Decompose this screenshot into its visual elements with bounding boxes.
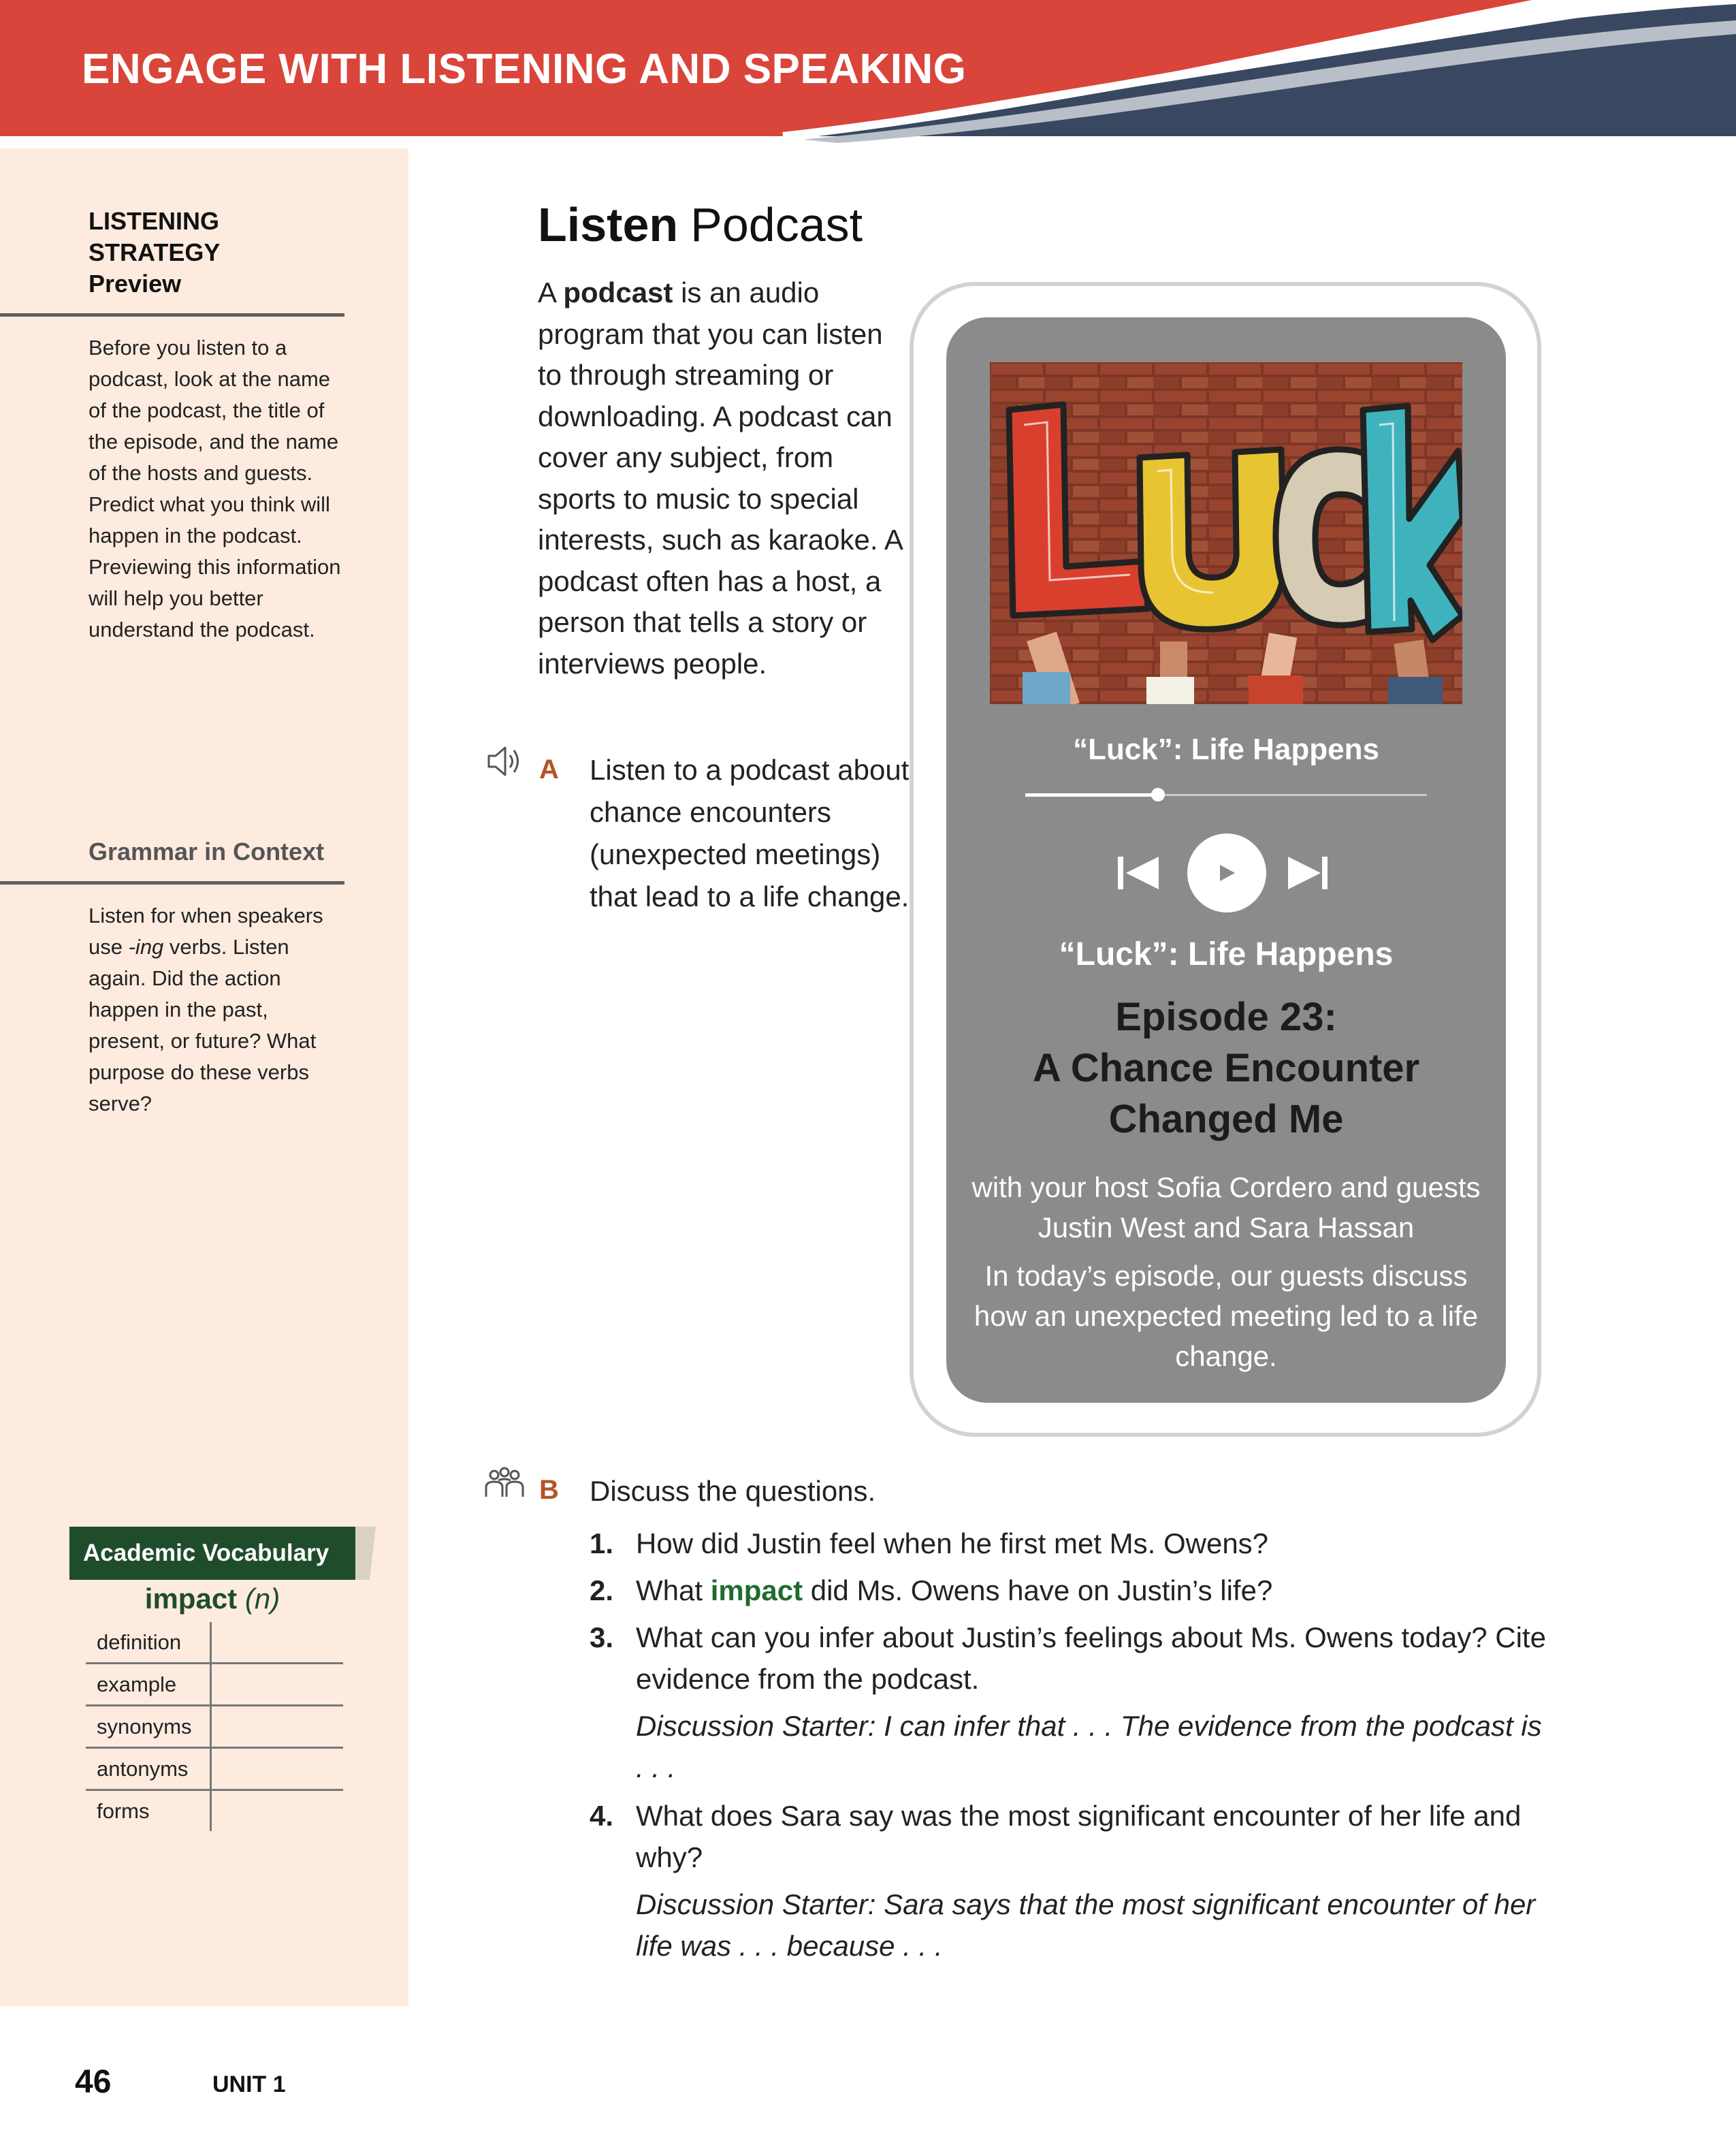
vocab-row-label: synonyms [97, 1715, 192, 1738]
section-heading [538, 197, 863, 252]
vocab-row-divider [210, 1622, 212, 1662]
episode-title-line: A Chance Encounter [1032, 1046, 1420, 1090]
grammar-text [89, 900, 347, 1119]
question-text: How did Justin feel when he first met Ms. Owens? [636, 1527, 1269, 1559]
item-letter-b: B [539, 1475, 559, 1505]
discussion-starter: Discussion Starter: I can infer that . . . The evidence from the podcast is . . . [636, 1710, 1542, 1783]
question-text: did Ms. Owens have on Justin’s life? [803, 1574, 1273, 1606]
vocab-row [86, 1749, 343, 1791]
question-number: 3. [590, 1621, 614, 1653]
podcast-definition [538, 272, 905, 684]
vocab-row [86, 1622, 343, 1664]
strategy-heading-line: LISTENING [89, 207, 220, 235]
discussion-questions [590, 1523, 1556, 1973]
vocab-word-text: impact [144, 1583, 238, 1615]
vocab-row [86, 1791, 343, 1831]
banner-title: ENGAGE WITH LISTENING AND SPEAKING [82, 46, 967, 93]
vocab-highlight: impact [710, 1574, 803, 1606]
podcast-title-small: “Luck”: Life Happens [1073, 733, 1379, 766]
item-letter-a: A [539, 754, 559, 784]
episode-title-line: Episode 23: [1115, 995, 1337, 1039]
next-track-icon[interactable] [1288, 857, 1328, 889]
academic-vocabulary-heading: Academic Vocabulary [69, 1527, 355, 1580]
question-text: What does Sara say was the most significant encounter of her life and why? [636, 1800, 1522, 1873]
strategy-text: Before you listen to a podcast, look at the name of the podcast, the title of the episode, and the name of the hosts and guests. Predict what you think will happen in the podcast. Previewing this information will help you better understand the podcast. [89, 336, 341, 641]
intro-part: A [538, 276, 564, 308]
vocab-row-label: definition [97, 1630, 182, 1654]
luck-cover-image [990, 362, 1462, 704]
grammar-heading: Grammar in Context [89, 838, 325, 865]
question-item [590, 1795, 1556, 1878]
listening-strategy-heading [89, 206, 347, 300]
vocab-row [86, 1706, 343, 1749]
previous-track-icon[interactable] [1118, 857, 1159, 889]
vocab-row-divider [210, 1664, 212, 1704]
heading-bold: Listen [538, 198, 679, 251]
question-number: 2. [590, 1574, 614, 1606]
vocab-row-divider [210, 1791, 212, 1831]
vocab-row-label: antonyms [97, 1757, 189, 1781]
grammar-divider [0, 881, 344, 885]
intro-bold-term: podcast [563, 276, 673, 308]
grammar-text-part: verbs. Listen again. Did the action happen in the past, present, or future? What purpose do these verbs serve? [89, 935, 317, 1115]
vocab-table [86, 1622, 343, 1831]
episode-description: In today’s episode, our guests discuss how an unexpected meeting led to a life change. [974, 1260, 1479, 1372]
vocab-word [69, 1583, 355, 1615]
grammar-text-part: Listen for when speakers use [89, 904, 323, 959]
strategy-heading-line: Preview [89, 270, 182, 298]
vocab-row-divider [210, 1749, 212, 1789]
audio-speaker-icon[interactable] [485, 742, 523, 780]
episode-title-line: Changed Me [1108, 1097, 1344, 1141]
item-a-text: Listen to a podcast about chance encounters (unexpected meetings) that lead to a life change. [590, 754, 910, 912]
question-text: What [636, 1574, 711, 1606]
vocab-row-divider [210, 1706, 212, 1747]
question-item [590, 1523, 1556, 1564]
heading-light: Podcast [690, 198, 863, 251]
item-b-text: Discuss the questions. [590, 1475, 876, 1507]
podcast-title-large: “Luck”: Life Happens [1059, 936, 1394, 972]
grammar-text-italic: -ing [128, 935, 164, 959]
podcast-host-info: with your host Sofia Cordero and guests Justin West and Sara Hassan [971, 1171, 1481, 1243]
vocab-part-of-speech: (n) [244, 1583, 280, 1615]
question-item [590, 1617, 1556, 1700]
episode-title [946, 991, 1506, 1145]
question-text: What can you infer about Justin’s feelings about Ms. Owens today? Cite evidence from the podcast. [636, 1621, 1546, 1695]
playback-controls [1110, 831, 1341, 912]
group-discussion-icon [481, 1465, 528, 1504]
vocab-row-label: forms [97, 1799, 150, 1823]
strategy-divider [0, 313, 344, 317]
progress-fill [1025, 793, 1158, 797]
strategy-heading-line: STRATEGY [89, 238, 221, 266]
vocab-row-label: example [97, 1672, 177, 1696]
intro-part: is an audio program that you can listen to through streaming or downloading. A podcast can cover any subject, from sports to music to special interests, such as karaoke. A podcast often has a host, a person that tells a story or interviews people. [538, 276, 902, 680]
vocab-row [86, 1664, 343, 1706]
progress-handle[interactable] [1151, 788, 1165, 801]
page-number: 46 [75, 2064, 112, 2100]
unit-label: UNIT 1 [212, 2071, 286, 2097]
question-item [590, 1570, 1556, 1611]
question-number: 1. [590, 1527, 614, 1559]
question-number: 4. [590, 1800, 614, 1832]
play-icon[interactable] [1187, 833, 1266, 912]
discussion-starter: Discussion Starter: Sara says that the most significant encounter of her life was . . . because . . . [636, 1888, 1536, 1962]
